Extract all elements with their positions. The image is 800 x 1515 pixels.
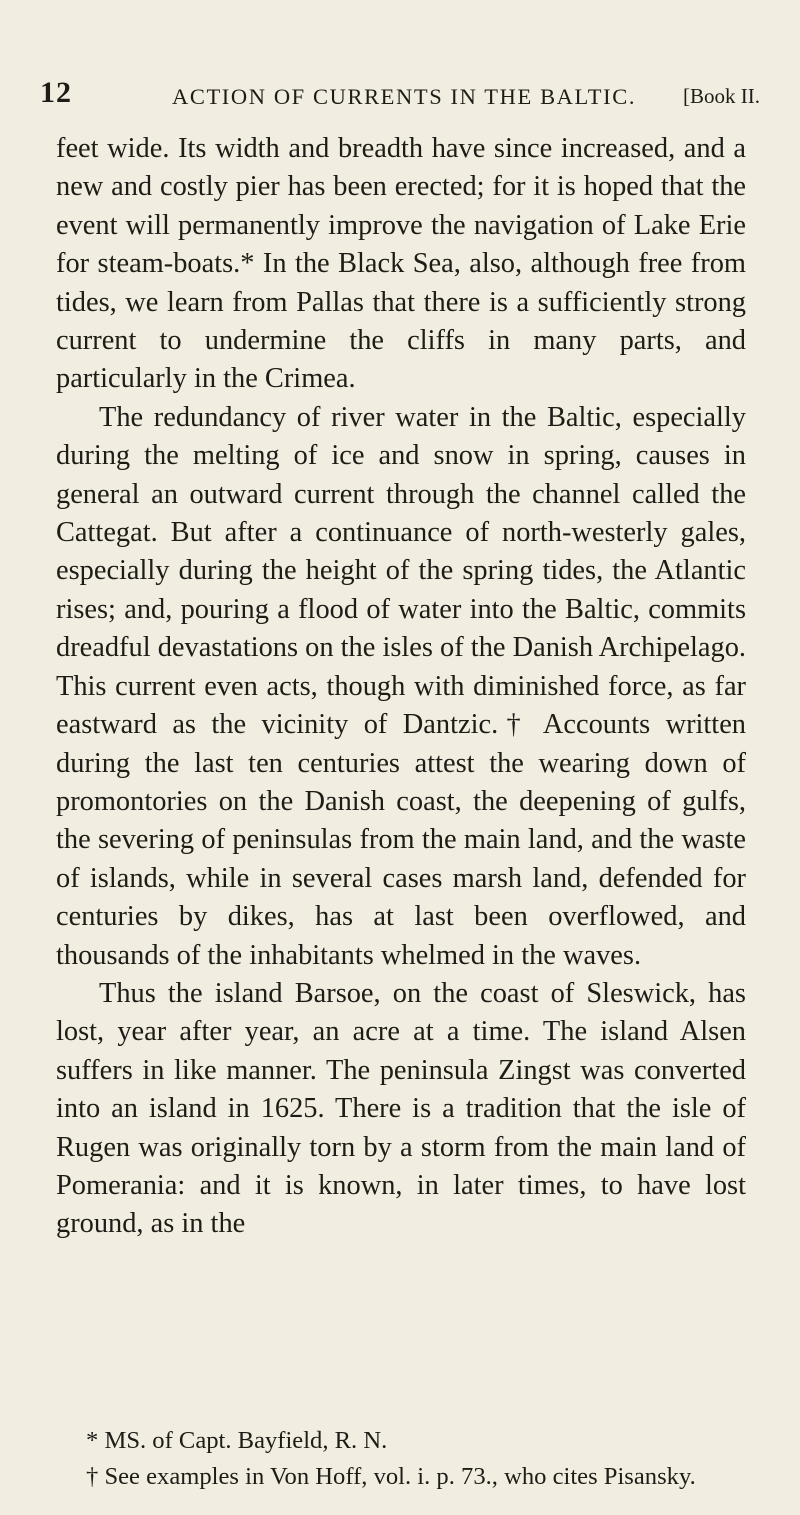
paragraph-2: The redundancy of river water in the Baltic, especially during the melting of ice and snow in spring, causes in general an outward current through the channel called the Cattegat. But after a continuance of north-westerly gales, especially during the height of the spring tides, the Atlantic rises; and, pouring a flood of water into the Baltic, commits dreadful devastations on the isles of the Danish Archipelago. This current even acts, though with diminished force, as far eastward as the vicinity of Dantzic.† Accounts written during the last ten centuries attest the wearing down of promontories on the Danish coast, the deepening of gulfs, the severing of peninsulas from the main land, and the waste of islands, while in several cases marsh land, defended for centuries by dikes, has at last been overflowed, and thousands of the inhabitants whelmed in the waves. [56,401,746,971]
paragraph-1: feet wide. Its width and breadth have since increased, and a new and costly pier has been erected; for it is hoped that the event will permanently improve the navigation of Lake Erie for steam-boats.* In the Black Sea, also, although free from tides, we learn from Pallas that there is a sufficiently strong current to undermine the cliffs in many parts, and particularly in the Crimea. [56,133,746,395]
footnote-1: * MS. of Capt. Bayfield, R. N. [86,1427,388,1454]
running-title: ACTION OF CURRENTS IN THE BALTIC. [172,84,637,109]
paragraph-3: Thus the island Barsoe, on the coast of Sleswick, has lost, year after year, an acre at a time. The island Alsen suffers in like manner. The peninsula Zingst was converted into an island in 1625. There is a tradition that the isle of Rugen was originally torn by a storm from the main land of Pomerania: and it is known, in later times, to have lost ground, as in the [56,977,746,1240]
running-head [40,76,760,112]
footnote-2: † See examples in Von Hoff, vol. i. p. 73., who cites Pisansky. [86,1463,696,1490]
book-reference: [Book II. [683,84,760,108]
page-number: 12 [40,76,72,109]
body-text [56,130,746,1244]
footnotes [56,1423,756,1495]
